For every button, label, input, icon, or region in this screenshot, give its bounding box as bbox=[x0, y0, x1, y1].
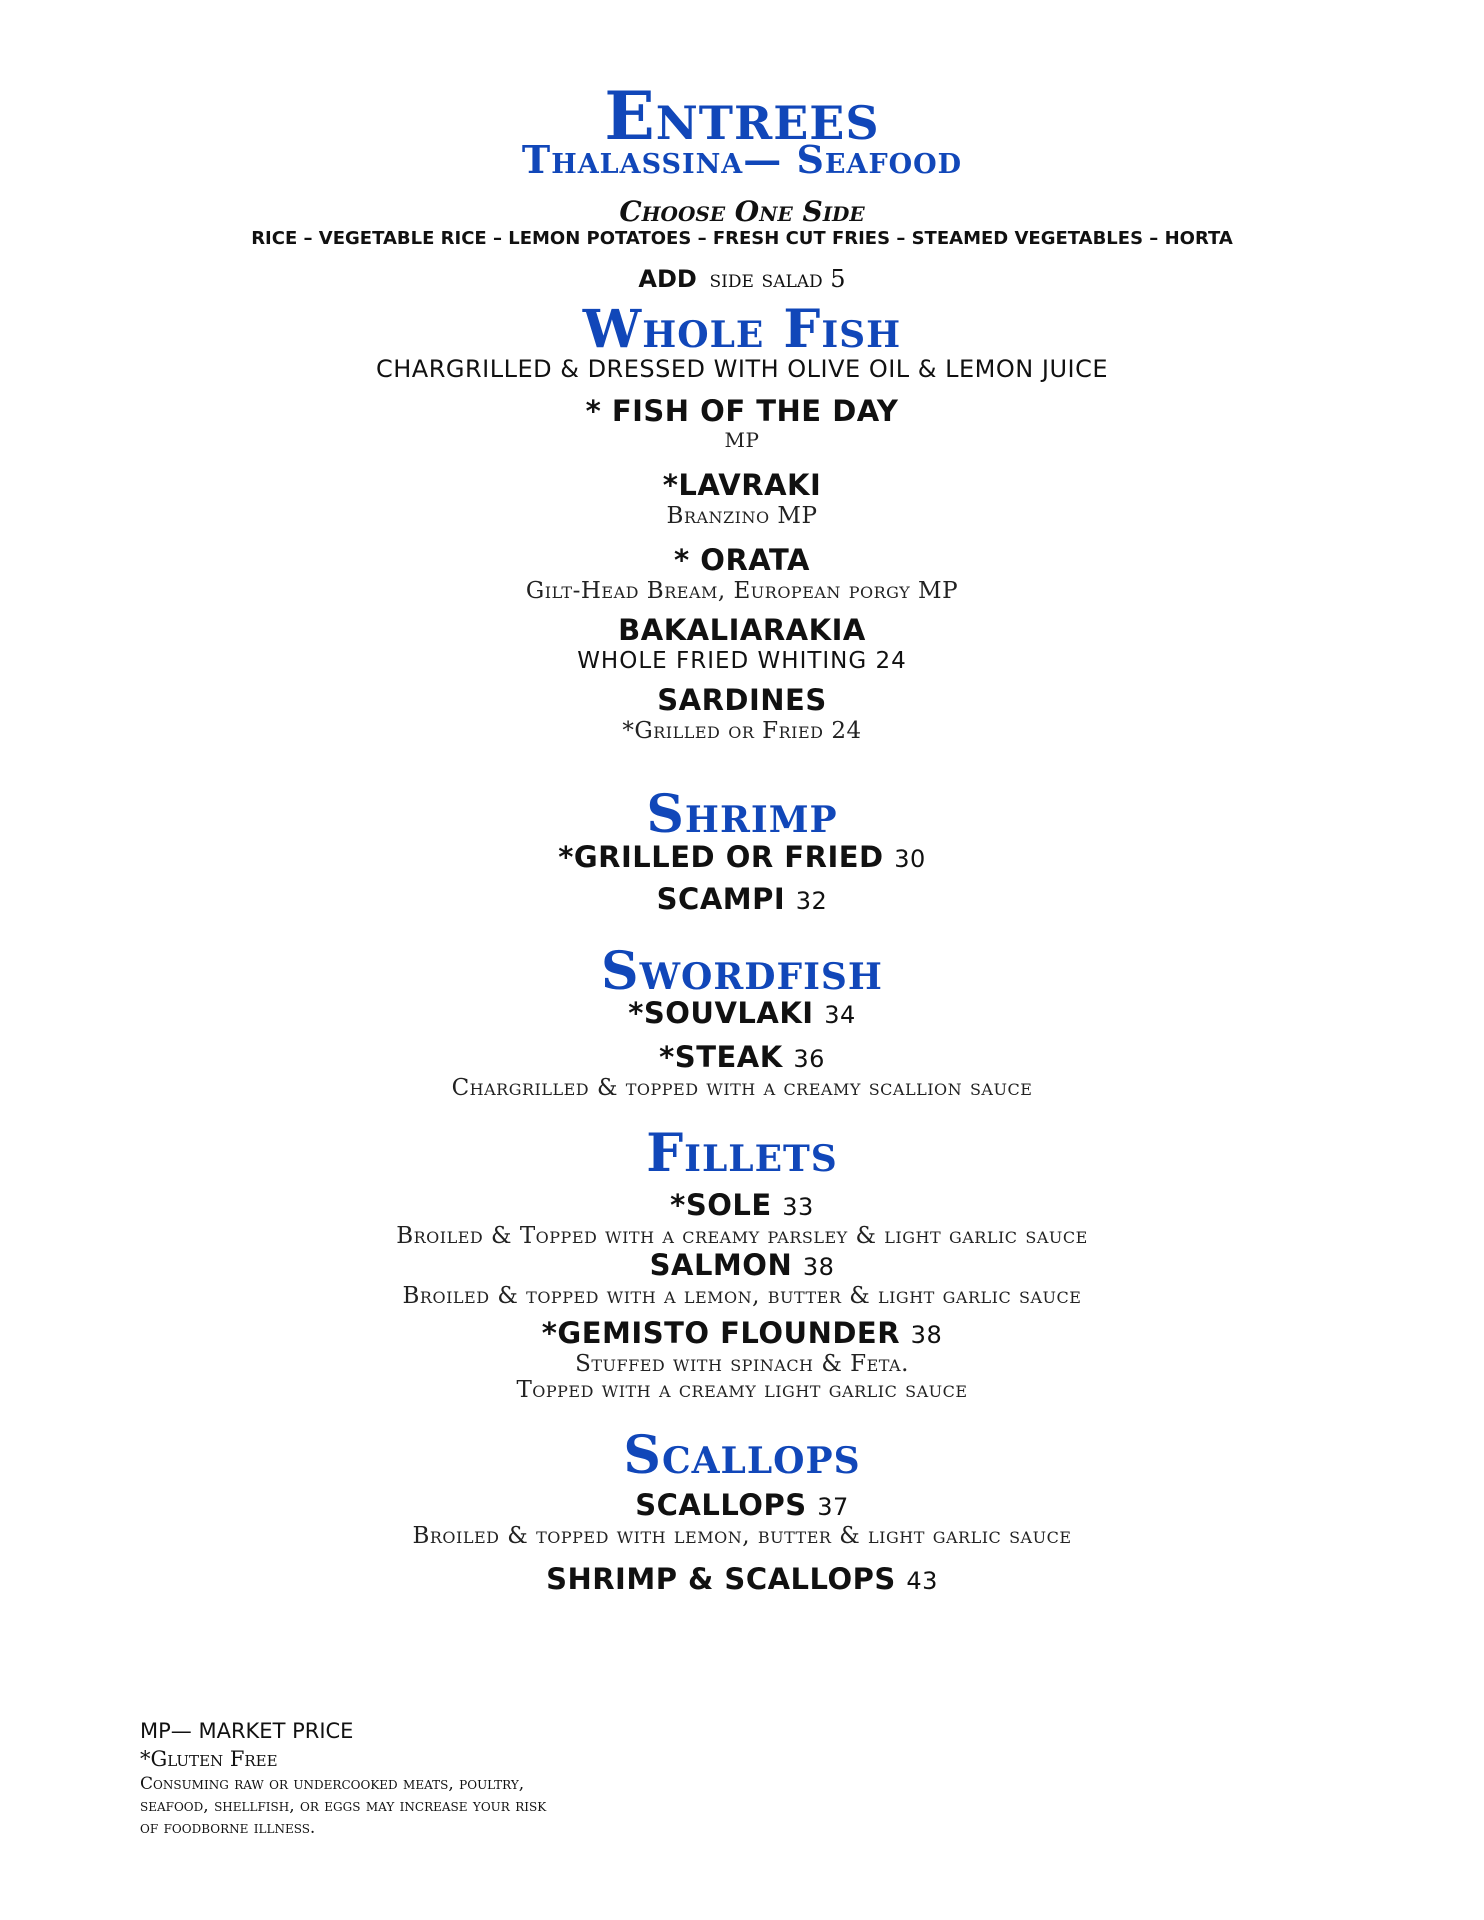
item-price: 43 bbox=[906, 1567, 938, 1595]
item-souvlaki bbox=[0, 996, 1484, 1032]
desc-lavraki: Branzino MP bbox=[666, 503, 818, 529]
section-title-swordfish: Swordfish bbox=[601, 941, 883, 1002]
item-name: SCALLOPS bbox=[635, 1488, 807, 1522]
add-label: ADD bbox=[638, 265, 697, 293]
desc-scallops: Broiled & topped with lemon, butter & light garlic sauce bbox=[412, 1523, 1072, 1549]
footer-warning-1: Consuming raw or undercooked meats, poultry, bbox=[140, 1774, 525, 1794]
item-name: SCAMPI bbox=[656, 882, 786, 916]
item-price: 30 bbox=[894, 845, 926, 873]
item-orata: * ORATA bbox=[674, 543, 810, 577]
item-name: *SOLE bbox=[670, 1188, 772, 1222]
item-fish-of-the-day: * FISH OF THE DAY bbox=[585, 394, 899, 428]
item-shrimp-and-scallops bbox=[0, 1562, 1484, 1598]
item-name: *SOUVLAKI bbox=[628, 996, 814, 1030]
desc-sole: Broiled & Topped with a creamy parsley & light garlic sauce bbox=[396, 1223, 1088, 1249]
footer-gf-note: *Gluten Free bbox=[140, 1747, 278, 1771]
desc-gemisto-flounder-2: Topped with a creamy light garlic sauce bbox=[516, 1377, 968, 1403]
add-side-salad bbox=[0, 264, 1484, 295]
item-price: 33 bbox=[782, 1193, 814, 1221]
item-scampi bbox=[0, 882, 1484, 918]
desc-sardines: *Grilled or Fried 24 bbox=[622, 718, 862, 744]
item-shrimp-grilled-or-fried bbox=[0, 840, 1484, 876]
section-title-whole-fish: Whole Fish bbox=[582, 299, 902, 360]
item-price: 37 bbox=[817, 1493, 849, 1521]
footer-mp-note: MP— MARKET PRICE bbox=[140, 1719, 354, 1743]
item-name: *GRILLED OR FRIED bbox=[558, 840, 884, 874]
page-subtitle: Thalassina— Seafood bbox=[521, 137, 963, 182]
section-title-fillets: Fillets bbox=[646, 1123, 838, 1184]
item-price: 38 bbox=[802, 1253, 835, 1281]
desc-orata: Gilt-Head Bream, European porgy MP bbox=[525, 578, 959, 604]
item-price: 34 bbox=[824, 1001, 856, 1029]
item-sole bbox=[0, 1188, 1484, 1224]
desc-bakaliarakia: WHOLE FRIED WHITING 24 bbox=[577, 648, 907, 674]
item-lavraki: *LAVRAKI bbox=[662, 468, 822, 502]
item-name: *STEAK bbox=[659, 1040, 783, 1074]
desc-fish-of-the-day: MP bbox=[724, 428, 760, 452]
desc-gemisto-flounder: Stuffed with spinach & Feta. bbox=[575, 1351, 909, 1377]
add-text: side salad 5 bbox=[709, 265, 846, 293]
whole-fish-note: CHARGRILLED & DRESSED WITH OLIVE OIL & LEMON JUICE bbox=[375, 355, 1109, 383]
item-scallops bbox=[0, 1488, 1484, 1524]
item-name: SALMON bbox=[649, 1248, 793, 1282]
item-gemisto-flounder bbox=[0, 1316, 1484, 1352]
item-steak bbox=[0, 1040, 1484, 1076]
item-salmon bbox=[0, 1248, 1484, 1284]
item-price: 38 bbox=[910, 1321, 943, 1349]
item-sardines: SARDINES bbox=[657, 683, 827, 717]
item-bakaliarakia: BAKALIARAKIA bbox=[618, 613, 866, 647]
item-price: 32 bbox=[795, 887, 828, 915]
page-title: Entrees bbox=[604, 77, 880, 155]
sides-list: RICE – VEGETABLE RICE – LEMON POTATOES – FRESH CUT FRIES – STEAMED VEGETABLES – HORTA bbox=[251, 228, 1233, 249]
footer-warning-3: of foodborne illness. bbox=[140, 1818, 316, 1838]
choose-side-label: Choose One Side bbox=[619, 195, 865, 228]
desc-steak: Chargrilled & topped with a creamy scallion sauce bbox=[451, 1075, 1033, 1101]
item-name: SHRIMP & SCALLOPS bbox=[546, 1562, 896, 1596]
footer-warning-2: seafood, shellfish, or eggs may increase your risk bbox=[140, 1796, 547, 1816]
desc-salmon: Broiled & topped with a lemon, butter & light garlic sauce bbox=[402, 1283, 1082, 1309]
item-name: *GEMISTO FLOUNDER bbox=[541, 1316, 901, 1350]
section-title-scallops: Scallops bbox=[623, 1425, 861, 1486]
section-title-shrimp: Shrimp bbox=[646, 784, 838, 845]
item-price: 36 bbox=[793, 1045, 825, 1073]
